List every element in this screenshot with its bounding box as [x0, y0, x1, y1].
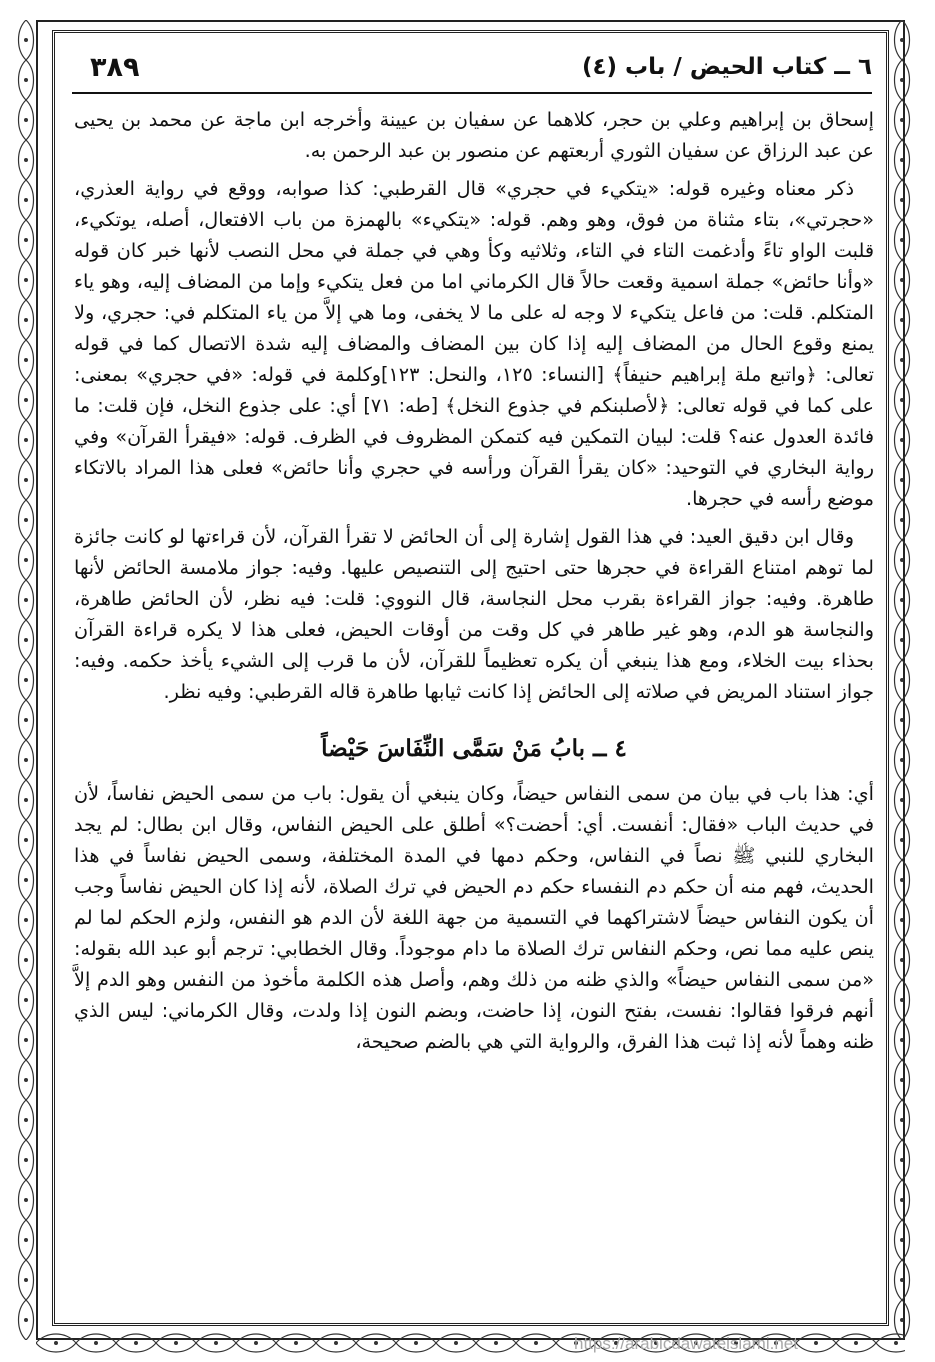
- chapter-heading: ٤ ــ بابُ مَنْ سَمَّى النِّفَاسَ حَيْضاً: [321, 735, 627, 762]
- ornament-left: [14, 20, 38, 1340]
- paragraph-1: إسحاق بن إبراهيم وعلي بن حجر، كلاهما عن سفيان بن عيينة وأخرجه ابن ماجة عن محمد بن يحيى عن عبد الرزاق عن سفيان الثوري أربعتهم عن منصور بن عبد الرحمن به.: [74, 108, 874, 162]
- watermark-url: https://arabicdawateislami.net: [574, 1334, 798, 1353]
- ornament-right: [890, 20, 914, 1340]
- running-title: ٦ ــ كتاب الحيض / باب (٤): [581, 54, 872, 80]
- body-text: [74, 104, 874, 1064]
- paragraph-3: وقال ابن دقيق العيد: في هذا القول إشارة إلى أن الحائض لا تقرأ القرآن، لأن قراءتها لو كانت جائزة لما توهم امتناع القراءة في حجرها حتى احتيج إلى التنصيص عليها. وفيه: جواز ملامسة الحائض لأنها طاهرة. وفيه: جواز القراءة بقرب محل النجاسة، قال النووي: قلت: فيه نظر، لأن الحائض طاهرة، والنجاسة هو الدم، وهو غير طاهر في كل وقت من أوقات الحيض، فعلى هذا لا يكره قراءة القرآن بحذاء بيت الخلاء، ومع هذا ينبغي أن يكره تعظيماً للقرآن، لأن ما قرب إلى الشيء يأخذ حكمه. وفيه: جواز استناد المريض في صلاته إلى الحائض إذا كانت ثيابها طاهرة قاله القرطبي: وفيه نظر.: [74, 525, 874, 703]
- page-number: ٣٨٩: [90, 52, 140, 83]
- paragraph-4: أي: هذا باب في بيان من سمى النفاس حيضاً، وكان ينبغي أن يقول: باب من سمى الحيض نفاساً، لأن في حديث الباب «فقال: أنفست. أي: أحضت؟» أطلق على الحيض النفاس، وقال ابن بطال: لم يجد البخاري للنبي ﷺ نصاً في النفاس، وحكم دمها في المدة المختلفة، وسمى الحيض نفاساً في هذا الحديث، فهم منه أن حكم دم النفساء حكم دم الحيض في ترك الصلاة، لأنه إذا كان الحيض نفاساً وجب أن يكون النفاس حيضاً لاشتراكهما في التسمية من جهة اللغة لأن الدم هو النفس، ولزم الحكم لما لم ينص عليه مما نص، وحكم النفاس ترك الصلاة ما دام موجوداً. وقال الخطابي: ترجم أبو عبد الله بقوله: «من سمى النفاس حيضاً» والذي ظنه من ذلك وهم، وأصل هذه الكلمة مأخوذ من النفس وهو الدم إلاَّ أنهم فرقوا فقالوا: نفست، بفتح النون، إذا حاضت، وبضم النون إذا ولدت، وقال الكرماني: ليس الذي ظنه وهماً لأنه إذا ثبت هذا الفرق، والرواية التي هي بالضم صحيحة،: [74, 782, 874, 1053]
- paragraph-2: ذكر معناه وغيره قوله: «يتكيء في حجري» قال القرطبي: كذا صوابه، ووقع في رواية العذري، «حجرتي»، بتاء مثناة من فوق، وهو وهم. قوله: «يتكيء» بالهمزة من باب الافتعال، أصله، يوتكيء، قلبت الواو تاءً وأدغمت التاء في التاء، وثلاثيه وكأ وهي في جملة في محل النصب لأنها خبر كان قوله «وأنا حائض» جملة اسمية وقعت حالاً قال الكرماني اما من فعل يتكيء وإما من المضاف إليه، وهو ياء المتكلم. قلت: من فاعل يتكيء لا وجه له على ما لا يخفى، وما هي إلاَّ من ياء المتكلم في: حجري، ولا يمنع وقوع الحال من المضاف إليه إذا كان بين المضاف والمضاف إليه شدة الاتصال كما في قوله تعالى: ﴿واتبع ملة إبراهيم حنيفاً﴾ [النساء: ١٢٥، والنحل: ١٢٣]وكلمة في قوله: «في حجري» بمعنى: على كما في قوله تعالى: ﴿لأصلبنكم في جذوع النخل﴾ [طه: ٧١] أي: على جذوع النخل، فإن قلت: ما فائدة العدول عنه؟ قلت: لبيان التمكين فيه كتمكن المظروف في الظرف. قوله: «فيقرأ القرآن» وفي رواية البخاري في التوحيد: «كان يقرأ القرآن ورأسه في حجري وأنا حائض» فعلى هذا المراد بالاتكاء موضع رأسه في حجرها.: [74, 177, 874, 510]
- page-header: [72, 52, 872, 94]
